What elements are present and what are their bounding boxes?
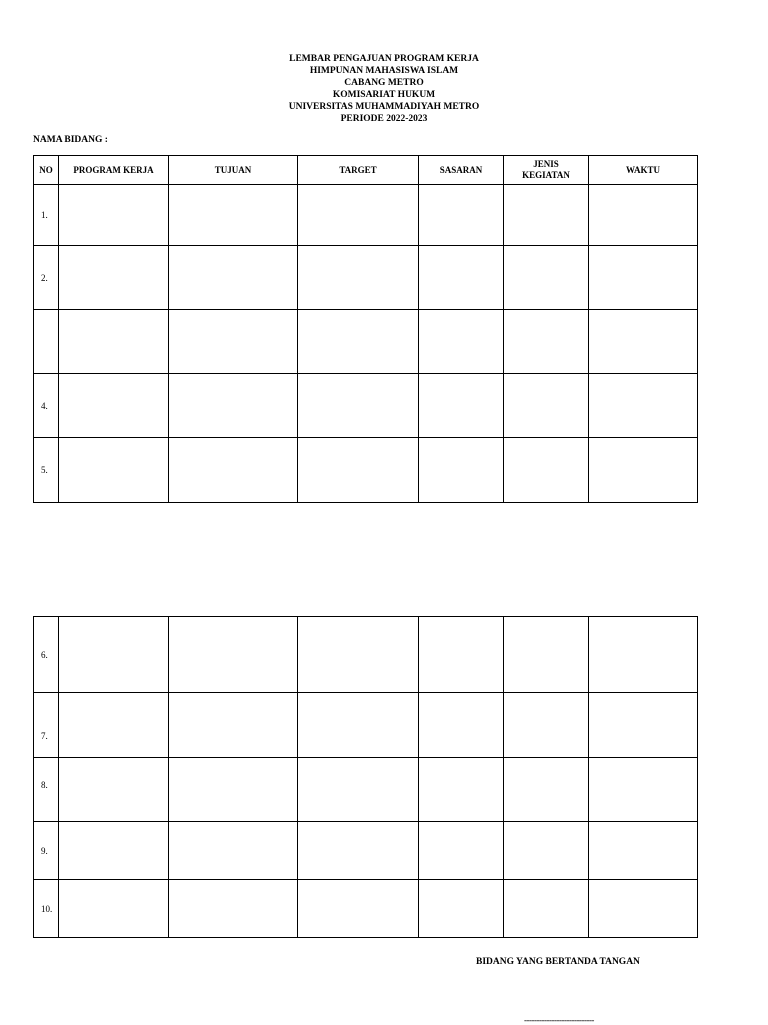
signature-label: BIDANG YANG BERTANDA TANGAN (476, 957, 640, 967)
target-cell (298, 310, 419, 374)
jenis-kegiatan-cell (504, 246, 589, 310)
table-row (34, 822, 698, 880)
tujuan-cell (169, 693, 298, 758)
program-kerja-cell (59, 822, 169, 880)
waktu-cell (589, 617, 698, 693)
target-cell (298, 693, 419, 758)
row-number (34, 310, 59, 374)
table-row (34, 617, 698, 693)
row-number: 6. (34, 617, 59, 693)
waktu-cell (589, 822, 698, 880)
target-cell (298, 617, 419, 693)
waktu-cell (589, 246, 698, 310)
target-cell (298, 758, 419, 822)
table-header-row (34, 156, 698, 185)
table-row (34, 693, 698, 758)
nama-bidang-label: NAMA BIDANG : (33, 135, 108, 145)
signature-line: ---------------------------- (524, 1015, 594, 1025)
waktu-cell (589, 374, 698, 438)
document-header (0, 53, 768, 126)
table-row (34, 246, 698, 310)
table-row (34, 185, 698, 246)
program-kerja-cell (59, 880, 169, 938)
tujuan-cell (169, 617, 298, 693)
table-row (34, 758, 698, 822)
sasaran-cell (419, 880, 504, 938)
program-table-second (33, 616, 698, 938)
tujuan-cell (169, 374, 298, 438)
row-number: 10. (34, 880, 59, 938)
jenis-kegiatan-cell (504, 438, 589, 503)
row-number: 9. (34, 822, 59, 880)
target-cell (298, 185, 419, 246)
table-row (34, 880, 698, 938)
waktu-cell (589, 693, 698, 758)
program-table-first (33, 155, 698, 503)
header-line: HIMPUNAN MAHASISWA ISLAM (309, 66, 459, 77)
tujuan-cell (169, 822, 298, 880)
header-line: LEMBAR PENGAJUAN PROGRAM KERJA (289, 54, 479, 64)
waktu-cell (589, 880, 698, 938)
tujuan-cell (169, 185, 298, 246)
target-cell (298, 374, 419, 438)
column-header-tujuan: TUJUAN (169, 156, 298, 185)
table-row (34, 374, 698, 438)
sasaran-cell (419, 693, 504, 758)
tujuan-cell (169, 758, 298, 822)
jenis-kegiatan-cell (504, 880, 589, 938)
program-kerja-cell (59, 693, 169, 758)
program-kerja-cell (59, 758, 169, 822)
sasaran-cell (419, 185, 504, 246)
target-cell (298, 880, 419, 938)
sasaran-cell (419, 374, 504, 438)
program-kerja-cell (59, 185, 169, 246)
program-kerja-cell (59, 617, 169, 693)
waktu-cell (589, 758, 698, 822)
program-kerja-cell (59, 310, 169, 374)
jenis-kegiatan-cell (504, 310, 589, 374)
sasaran-cell (419, 758, 504, 822)
table-row (34, 438, 698, 503)
table-row (34, 310, 698, 374)
row-number: 5. (34, 438, 59, 503)
row-number: 8. (34, 758, 59, 822)
column-header-waktu: WAKTU (589, 156, 698, 185)
jenis-kegiatan-cell (504, 693, 589, 758)
sasaran-cell (419, 438, 504, 503)
row-number: 7. (34, 693, 59, 758)
tujuan-cell (169, 246, 298, 310)
tujuan-cell (169, 310, 298, 374)
target-cell (298, 822, 419, 880)
column-header-no: NO (34, 156, 59, 185)
column-header-jenis: JENIS (533, 159, 559, 169)
header-line: CABANG METRO (344, 78, 424, 89)
jenis-kegiatan-cell (504, 374, 589, 438)
waktu-cell (589, 185, 698, 246)
row-number: 2. (34, 246, 59, 310)
column-header-program-kerja: PROGRAM KERJA (59, 156, 169, 185)
target-cell (298, 438, 419, 503)
program-kerja-cell (59, 438, 169, 503)
row-number: 1. (34, 185, 59, 246)
column-header-kegiatan: KEGIATAN (522, 170, 570, 180)
target-cell (298, 246, 419, 310)
sasaran-cell (419, 310, 504, 374)
jenis-kegiatan-cell (504, 185, 589, 246)
waktu-cell (589, 438, 698, 503)
row-number: 4. (34, 374, 59, 438)
sasaran-cell (419, 617, 504, 693)
program-kerja-cell (59, 246, 169, 310)
sasaran-cell (419, 246, 504, 310)
column-header-jenis-kegiatan (504, 156, 589, 185)
header-line: PERIODE 2022-2023 (340, 114, 428, 125)
jenis-kegiatan-cell (504, 758, 589, 822)
program-kerja-cell (59, 374, 169, 438)
waktu-cell (589, 310, 698, 374)
tujuan-cell (169, 438, 298, 503)
header-line: KOMISARIAT HUKUM (332, 90, 436, 101)
sasaran-cell (419, 822, 504, 880)
jenis-kegiatan-cell (504, 617, 589, 693)
header-line: UNIVERSITAS MUHAMMADIYAH METRO (288, 102, 480, 113)
column-header-sasaran: SASARAN (419, 156, 504, 185)
jenis-kegiatan-cell (504, 822, 589, 880)
column-header-target: TARGET (298, 156, 419, 185)
tujuan-cell (169, 880, 298, 938)
